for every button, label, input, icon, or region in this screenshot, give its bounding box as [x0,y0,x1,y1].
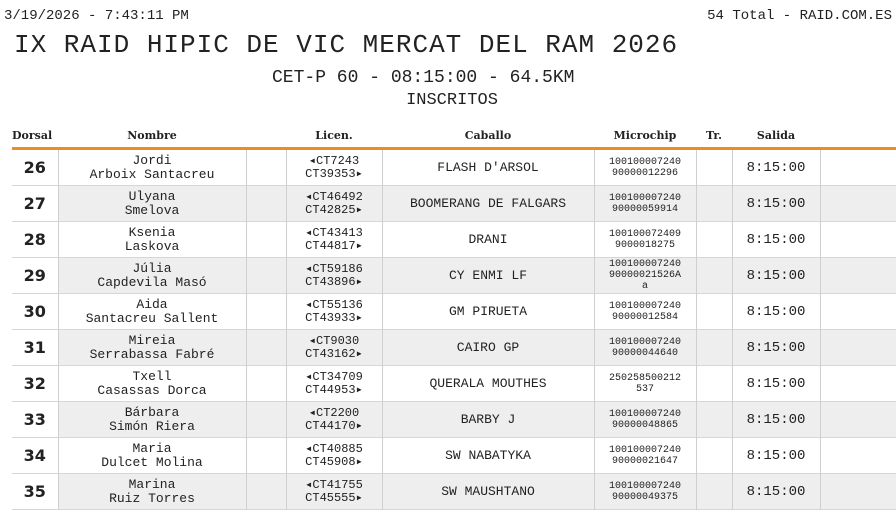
extra-cell [820,438,896,474]
horse-name: FLASH D'ARSOL [382,149,594,186]
rider-last-name: Serrabassa Fabré [89,346,215,362]
dorsal-number: 28 [23,229,46,249]
horse-license: CT43933▸ [305,310,363,325]
start-time: 8:15:00 [732,258,820,294]
top-info-bar [4,8,892,24]
extra-cell [820,222,896,258]
col-header-nombre: Nombre [58,123,246,149]
rider-last-name: Arboix Santacreu [89,166,215,182]
dorsal-number: 31 [12,330,58,366]
horse-name: CY ENMI LF [382,258,594,294]
total-count: 54 Total - RAID.COM.ES [707,8,892,24]
microchip-line-3: a [641,281,648,292]
microchip-line-1: 100100007240 [608,444,681,456]
rider-license: ◂CT59186 [305,261,363,276]
rider-first-name: Ulyana [128,188,176,204]
extra-cell [820,402,896,438]
license-cell [286,402,382,438]
table-header-row [12,123,896,149]
microchip-cell [594,186,696,222]
table-row [12,294,896,330]
table-row [12,438,896,474]
rider-license: ◂CT2200 [308,405,360,420]
start-time: 8:15:00 [732,294,820,330]
dorsal-number: 29 [12,258,58,294]
microchip-cell [594,366,696,402]
table-row [12,366,896,402]
rider-name [58,402,246,438]
rider-last-name: Laskova [124,238,180,254]
horse-license: CT44817▸ [305,238,363,253]
horse-name: SW MAUSHTANO [382,474,594,510]
rider-license: ◂CT7243 [308,153,360,168]
col-header-licen: Licen. [286,123,382,149]
microchip-line-1: 100100007240 [608,300,681,312]
microchip-line-1: 100100007240 [608,156,681,168]
license-cell [286,330,382,366]
microchip-line-2: 90000021647 [611,455,678,467]
empty-cell [246,258,286,294]
extra-cell [820,366,896,402]
rider-first-name: Aida [136,296,168,312]
horse-license: CT45555▸ [305,490,363,505]
rider-first-name: Ksenia [128,224,176,240]
rider-last-name: Smelova [124,202,180,218]
rider-last-name: Simón Riera [109,418,195,434]
microchip-cell [594,222,696,258]
col-header-microchip: Microchip [594,123,696,149]
horse-license: CT39353▸ [305,166,363,181]
microchip-cell [594,438,696,474]
rider-name [58,149,246,186]
table-row [12,402,896,438]
empty-cell [246,402,286,438]
dorsal-number: 27 [12,186,58,222]
table-row [12,474,896,510]
table-row [12,258,896,294]
empty-cell [246,474,286,510]
extra-cell [820,149,896,186]
horse-license: CT44170▸ [305,418,363,433]
start-time: 8:15:00 [732,474,820,510]
col-header-salida: Salida [732,123,820,149]
rider-last-name: Ruiz Torres [109,490,195,506]
rider-first-name: Jordi [132,152,172,168]
start-time: 8:15:00 [732,186,820,222]
tr-cell [696,438,732,474]
extra-cell [820,258,896,294]
rider-first-name: Mireia [128,332,176,348]
rider-first-name: Marina [128,476,176,492]
license-cell [286,366,382,402]
license-cell [286,294,382,330]
license-cell [286,258,382,294]
section-title: INSCRITOS [406,91,498,110]
horse-license: CT44953▸ [305,382,363,397]
horse-name: QUERALA MOUTHES [382,366,594,402]
col-header-extra [820,123,896,149]
start-time: 8:15:00 [732,222,820,258]
dorsal-number: 26 [23,157,46,177]
rider-first-name: Júlia [132,260,172,276]
microchip-line-2: 9000018275 [614,239,675,251]
microchip-line-1: 100100007240 [608,259,681,270]
horse-name: SW NABATYKA [382,438,594,474]
tr-cell [696,149,732,186]
table-row [12,149,896,186]
license-cell [286,438,382,474]
tr-cell [696,366,732,402]
rider-name [58,474,246,510]
rider-last-name: Dulcet Molina [101,454,203,470]
microchip-line-1: 250258500212 [608,372,681,384]
extra-cell [820,294,896,330]
horse-name: DRANI [382,222,594,258]
dorsal-number: 32 [23,373,46,393]
microchip-line-2: 537 [635,383,654,395]
microchip-line-1: 100100007240 [608,480,681,492]
rider-last-name: Capdevila Masó [97,274,207,290]
start-time: 8:15:00 [732,149,820,186]
tr-cell [696,258,732,294]
horse-license: CT43162▸ [305,346,363,361]
rider-first-name: Maria [132,440,172,456]
start-time: 8:15:00 [732,366,820,402]
microchip-line-1: 100100072409 [608,228,681,240]
dorsal-number: 30 [23,301,46,321]
rider-last-name: Santacreu Sallent [85,310,219,326]
rider-name [58,330,246,366]
horse-name: CAIRO GP [382,330,594,366]
microchip-line-1: 100100007240 [608,336,681,348]
tr-cell [696,294,732,330]
rider-name [58,366,246,402]
rider-license: ◂CT46492 [305,189,363,204]
entries-table [12,123,896,510]
start-time: 8:15:00 [732,330,820,366]
rider-license: ◂CT43413 [305,225,363,240]
col-header-dorsal: Dorsal [12,123,58,149]
rider-name [58,258,246,294]
horse-name: GM PIRUETA [382,294,594,330]
rider-name [58,186,246,222]
rider-name [58,438,246,474]
license-cell [286,222,382,258]
microchip-cell [594,402,696,438]
rider-license: ◂CT9030 [308,333,360,348]
microchip-cell [594,258,696,294]
table-row [12,186,896,222]
rider-name [58,222,246,258]
license-cell [286,474,382,510]
microchip-cell [594,330,696,366]
microchip-cell [594,474,696,510]
tr-cell [696,222,732,258]
extra-cell [820,186,896,222]
report-datetime: 3/19/2026 - 7:43:11 PM [4,8,189,24]
microchip-line-2: 90000044640 [611,347,678,359]
table-row [12,330,896,366]
microchip-line-1: 100100007240 [608,408,681,420]
microchip-line-2: 90000012296 [611,167,678,179]
start-time: 8:15:00 [732,402,820,438]
rider-license: ◂CT40885 [305,441,363,456]
horse-license: CT45908▸ [305,454,363,469]
extra-cell [820,330,896,366]
extra-cell [820,474,896,510]
empty-cell [246,294,286,330]
tr-cell [696,186,732,222]
microchip-line-2: 90000059914 [611,203,678,215]
microchip-cell [594,294,696,330]
dorsal-number: 34 [23,445,46,465]
empty-cell [246,366,286,402]
rider-license: ◂CT34709 [305,369,363,384]
dorsal-number: 35 [12,474,58,510]
col-header-empty [246,123,286,149]
microchip-line-2: 90000048865 [611,419,678,431]
col-header-caballo: Caballo [382,123,594,149]
tr-cell [696,402,732,438]
col-header-tr: Tr. [696,123,732,149]
horse-license: CT43896▸ [305,274,363,289]
table-row [12,222,896,258]
rider-name [58,294,246,330]
microchip-cell [594,149,696,186]
start-time: 8:15:00 [732,438,820,474]
microchip-line-2: 90000012584 [611,311,678,323]
tr-cell [696,474,732,510]
dorsal-number: 33 [12,402,58,438]
empty-cell [246,438,286,474]
license-cell [286,186,382,222]
horse-name: BOOMERANG DE FALGARS [382,186,594,222]
empty-cell [246,186,286,222]
rider-first-name: Txell [132,368,172,384]
empty-cell [246,330,286,366]
event-subtitle: CET-P 60 - 08:15:00 - 64.5KM [272,68,575,88]
empty-cell [246,222,286,258]
page-title: IX RAID HIPIC DE VIC MERCAT DEL RAM 2026 [14,30,679,60]
rider-first-name: Bárbara [124,404,180,420]
horse-name: BARBY J [382,402,594,438]
license-cell [286,149,382,186]
empty-cell [246,149,286,186]
rider-license: ◂CT41755 [305,477,363,492]
microchip-line-2: 90000049375 [611,491,678,503]
tr-cell [696,330,732,366]
rider-last-name: Casassas Dorca [97,382,207,398]
horse-license: CT42825▸ [305,202,363,217]
microchip-line-2: 90000021526A [608,270,681,281]
rider-license: ◂CT55136 [305,297,363,312]
microchip-line-1: 100100007240 [608,192,681,204]
